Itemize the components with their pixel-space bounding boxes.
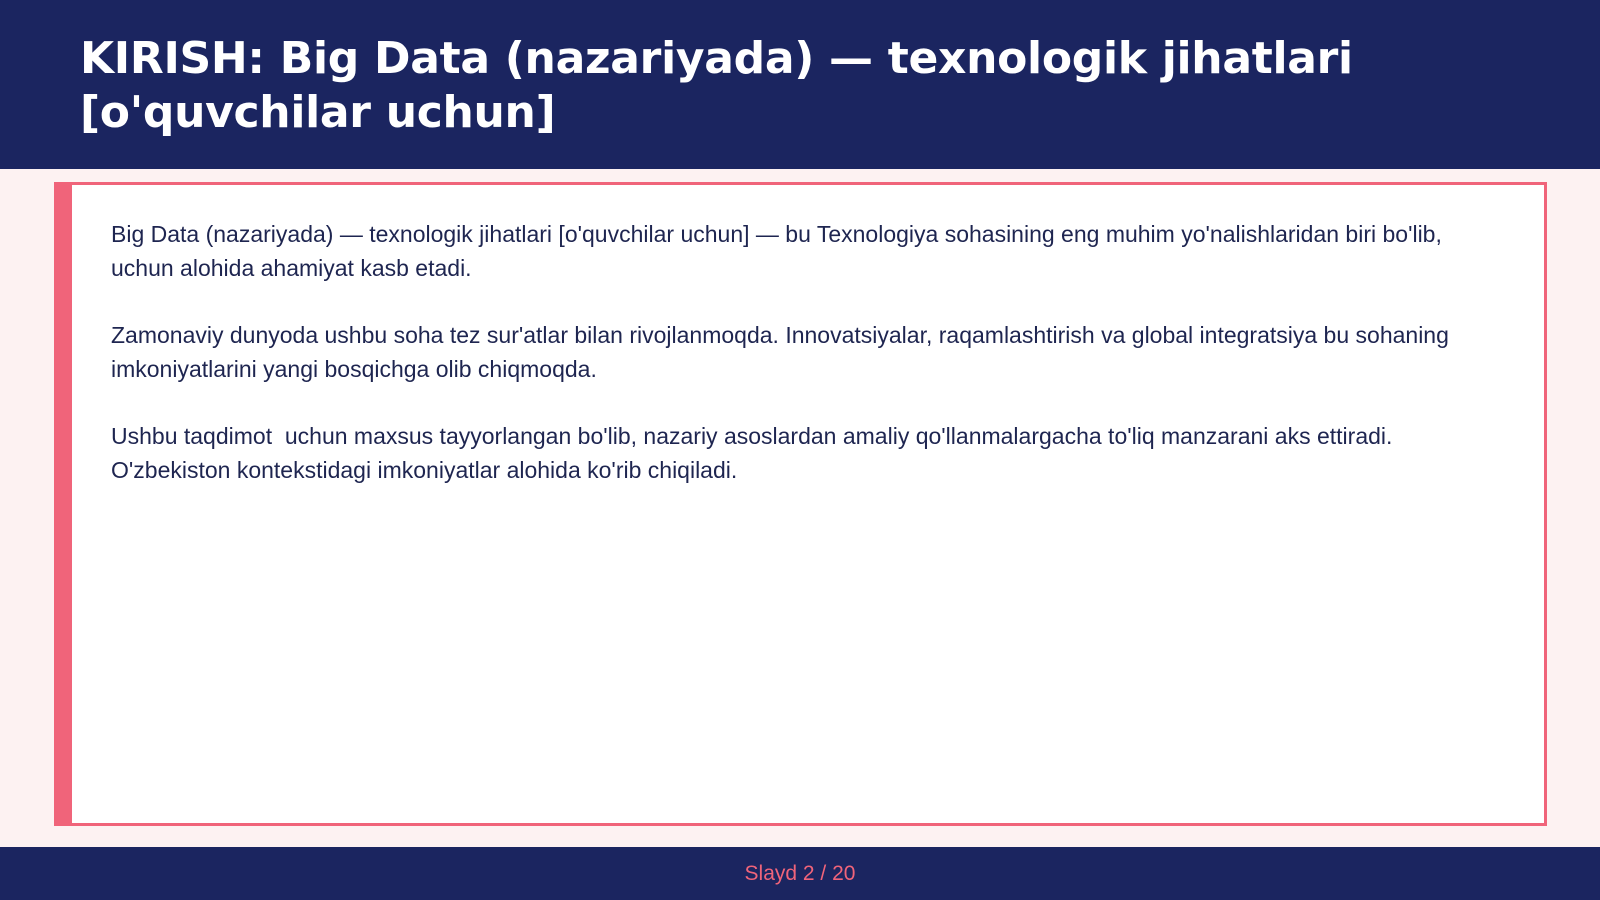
paragraph-presentation-purpose: Ushbu taqdimot uchun maxsus tayyorlangan bo'lib, nazariy asoslardan amaliy qo'llanmalargacha to'liq manzarani aks ettiradi. O'zbekiston kontekstidagi imkoniyatlar alohida ko'rib chiqiladi. <box>111 423 1399 483</box>
slide-title: KIRISH: Big Data (nazariyada) — texnologik jihatlari [o'quvchilar uchun] <box>80 33 1353 138</box>
paragraph-modern-world: Zamonaviy dunyoda ushbu soha tez sur'atlar bilan rivojlanmoqda. Innovatsiyalar, raqamlashtirish va global integratsiya bu sohaning imkoniyatlarini yangi bosqichga olib chiqmoqda. <box>111 322 1456 382</box>
slide-header <box>0 0 1600 169</box>
slide-footer <box>0 847 1600 900</box>
slide-counter: Slayd 2 / 20 <box>744 861 856 885</box>
paragraph-intro: Big Data (nazariyada) — texnologik jihatlari [o'quvchilar uchun] — bu Texnologiya sohasining eng muhim yo'nalishlaridan biri bo'lib, uchun alohida ahamiyat kasb etadi. <box>111 221 1455 281</box>
content-card <box>54 182 1547 826</box>
